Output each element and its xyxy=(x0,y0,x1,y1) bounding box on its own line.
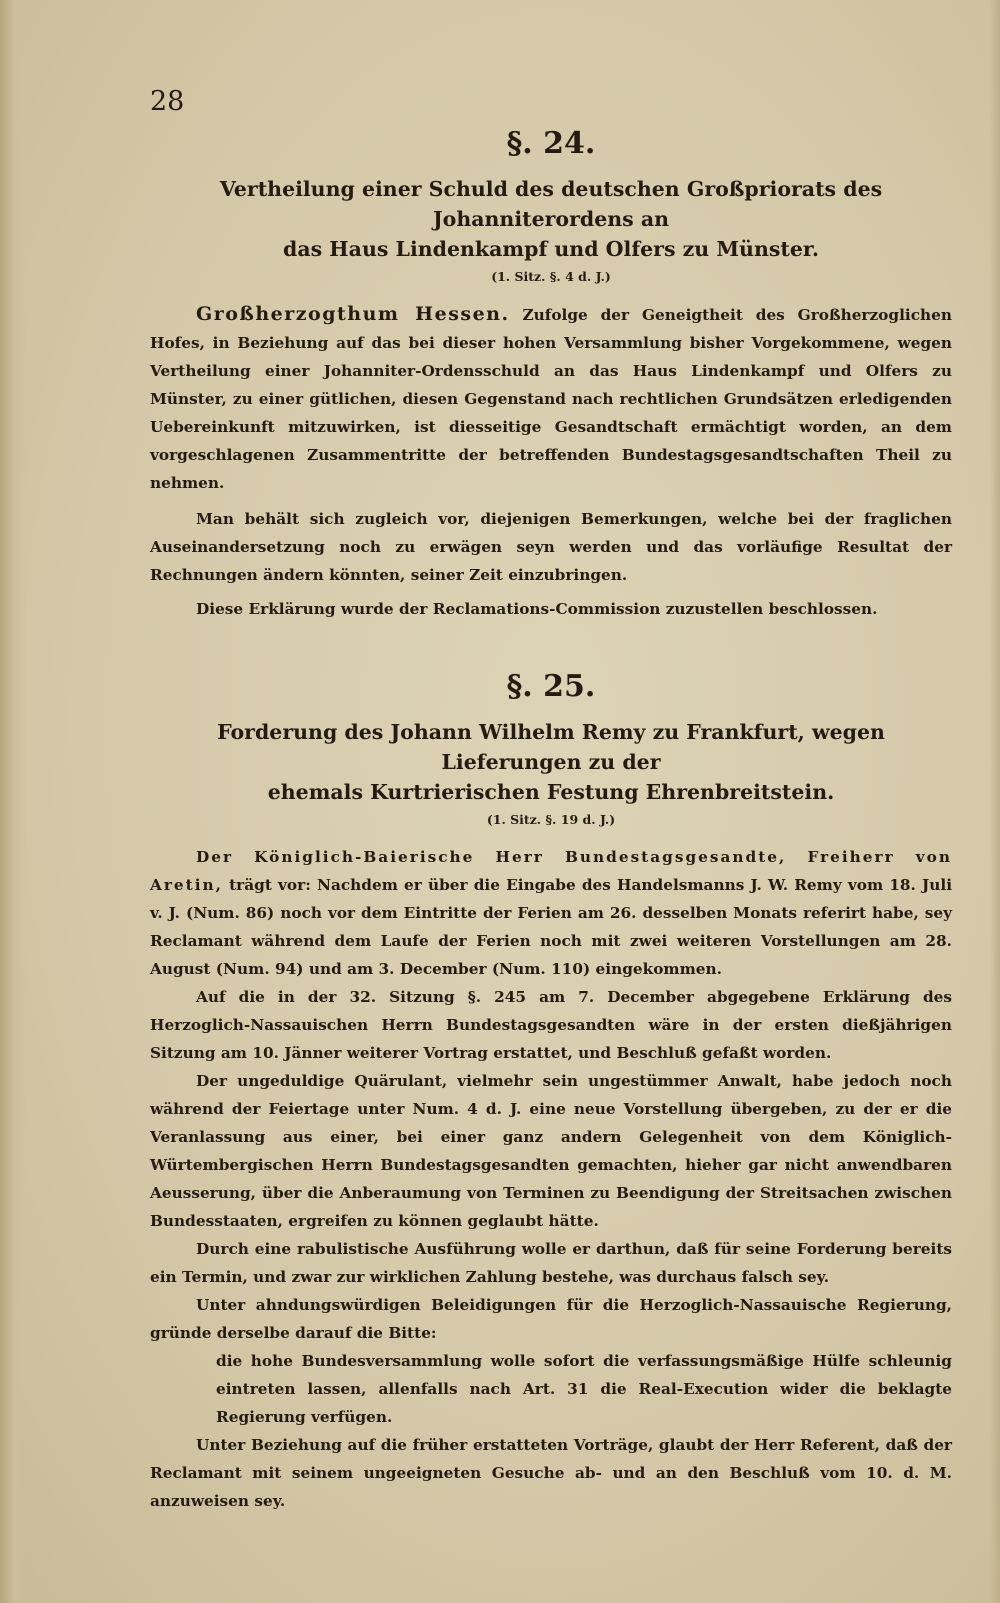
paragraph: Unter ahndungswürdigen Beleidigungen für die Herzoglich-Nassauische Regierung, gründe derselbe darauf die Bitte: xyxy=(150,1296,952,1342)
section-heading: §. 24. xyxy=(506,126,596,161)
paragraph-text: Zufolge der Geneigtheit des Großherzoglichen Hofes, in Beziehung auf das bei dieser hohen Versammlung bisher Vorgekommene, wegen Vertheilung einer Johanniter-Ordensschuld an das Haus Lindenkampf und Olfers zu Münster, zu einer gütlichen, diesen Gegenstand nach rechtlichen Grundsätzen erledigenden Uebereinkunft mitzuwirken, ist diesseitige Gesandtschaft ermächtigt worden, an dem vorgeschlagenen Zusammentritte der betreffenden Bundestagsgesandtschaften Theil zu nehmen. xyxy=(150,306,952,492)
paragraph xyxy=(150,843,952,983)
section-title-line: Vertheilung einer Schuld des deutschen Großpriorats des Johanniterordens an xyxy=(219,177,883,231)
section-title xyxy=(150,717,952,807)
paragraph: Auf die in der 32. Sitzung §. 245 am 7. December abgegebene Erklärung des Herzoglich-Nassauischen Herrn Bundestagsgesandten wäre in der ersten dießjährigen Sitzung am 10. Jänner weiterer Vortrag erstattet, und Beschluß gefaßt worden. xyxy=(150,988,952,1062)
section-24 xyxy=(150,120,952,623)
paragraph xyxy=(150,300,952,497)
request-quote: die hohe Bundesversammlung wolle sofort die verfassungsmäßige Hülfe schleunig eintreten lassen, allenfalls nach Art. 31 die Real-Execution wider die beklagte Regierung verfügen. xyxy=(216,1352,952,1426)
section-title-line: ehemals Kurtrierischen Festung Ehrenbreitstein. xyxy=(267,780,835,804)
section-title xyxy=(150,174,952,264)
paragraph: Der ungeduldige Quärulant, vielmehr sein ungestümmer Anwalt, habe jedoch noch während der Feiertage unter Num. 4 d. J. eine neue Vorstellung übergeben, zu der er die Veranlassung aus einer, bei einer ganz andern Gelegenheit von dem Königlich-Würtembergischen Herrn Bundestagsgesandten gemachten, hieher gar nicht anwendbaren Aeusserung, über die Anberaumung von Terminen zu Beendigung der Streitsachen zwischen Bundesstaaten, ergreifen zu können geglaubt hätte. xyxy=(150,1072,952,1230)
page-edge xyxy=(990,0,1000,1603)
section-title-line: das Haus Lindenkampf und Olfers zu Münster. xyxy=(283,237,819,261)
page-body xyxy=(150,120,952,1515)
paragraph: Diese Erklärung wurde der Reclamations-Commission zuzustellen beschlossen. xyxy=(196,600,878,618)
section-25 xyxy=(150,663,952,1515)
section-heading: §. 25. xyxy=(506,669,596,704)
binding-gutter xyxy=(0,0,26,1603)
page-number: 28 xyxy=(150,86,185,117)
section-title-line: Forderung des Johann Wilhelm Remy zu Frankfurt, wegen Lieferungen zu der xyxy=(217,720,885,774)
paragraph-text: trägt vor: Nachdem er über die Eingabe des Handelsmanns J. W. Remy vom 18. Juli v. J. (Num. 86) noch vor dem Eintritte der Ferien am 26. desselben Monats referirt habe, sey Reclamant während dem Laufe der Ferien noch mit zwei weiteren Vorstellungen am 28. August (Num. 94) und am 3. December (Num. 110) eingekommen. xyxy=(150,876,952,978)
paragraph-lead: Großherzogthum Hessen. xyxy=(196,303,510,325)
paragraph: Durch eine rabulistische Ausführung wolle er darthun, daß für seine Forderung bereits ein Termin, und zwar zur wirklichen Zahlung bestehe, was durchaus falsch sey. xyxy=(150,1240,952,1286)
section-reference: (1. Sitz. §. 4 d. J.) xyxy=(491,269,611,284)
section-reference: (1. Sitz. §. 19 d. J.) xyxy=(486,812,616,827)
paragraph-lead: Der Königlich-Baierische Herr Bundestagsgesandte, Freiherr von Aretin, xyxy=(150,848,952,894)
paragraph: Unter Beziehung auf die früher erstatteten Vorträge, glaubt der Herr Referent, daß der Reclamant mit seinem ungeeigneten Gesuche ab- und an den Beschluß vom 10. d. M. anzuweisen sey. xyxy=(150,1436,952,1510)
paragraph: Man behält sich zugleich vor, diejenigen Bemerkungen, welche bei der fraglichen Auseinandersetzung noch zu erwägen seyn werden und das vorläufige Resultat der Rechnungen ändern könnten, seiner Zeit einzubringen. xyxy=(150,510,952,584)
